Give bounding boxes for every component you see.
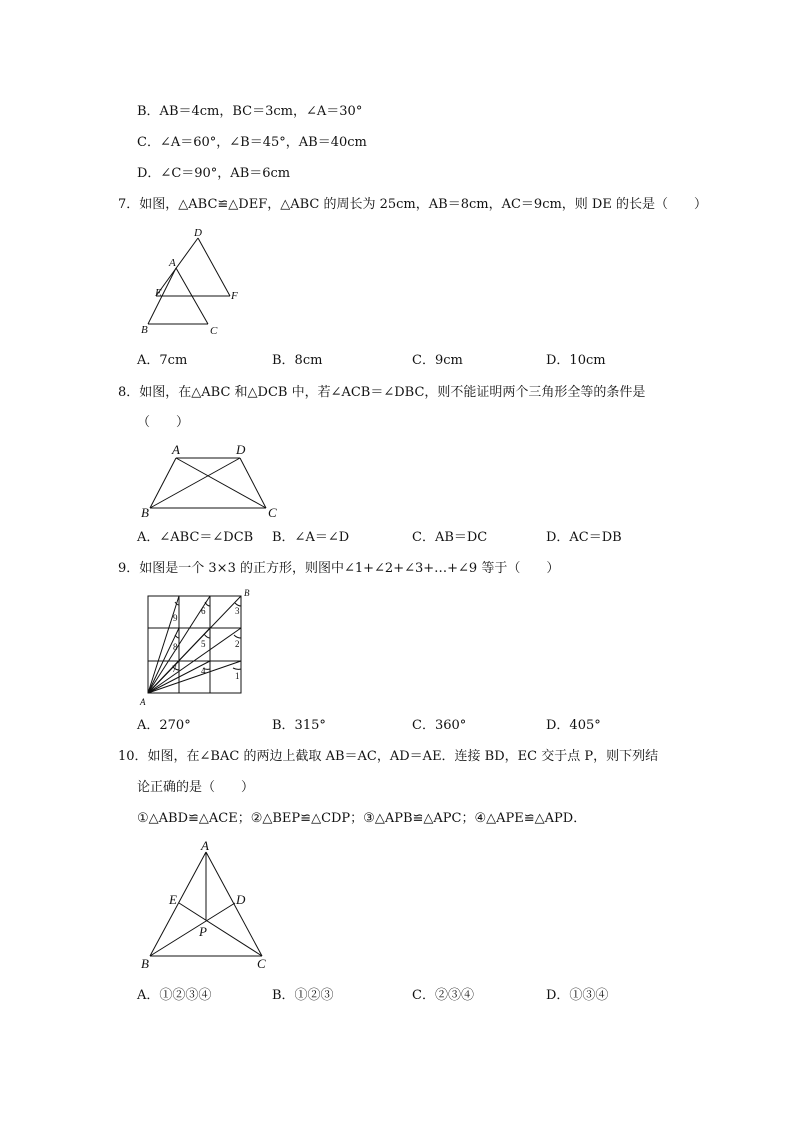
q7-label-B: B [141,324,148,336]
q8-label-B: B [141,505,149,520]
q9-angle-8: 8 [173,642,178,652]
q9-figure [138,588,263,707]
q6-option-d: D．∠C＝90°，AB＝6cm [137,166,291,181]
q9-angle-6: 6 [201,606,206,616]
q8-option-b: B．∠A＝∠D [272,530,350,545]
q8-option-c: C．AB＝DC [412,530,488,545]
q9-arc-5 [204,634,210,638]
q7-label-A: A [169,257,176,269]
q10-label-B: B [141,956,149,971]
q9-angle-1: 1 [235,671,240,681]
q7-figure [138,228,258,343]
q7-option-b: B．8cm [272,353,323,368]
q10-seg-CE [179,903,262,956]
q9-angle-9: 9 [173,613,178,623]
q9-label-A: A [140,697,146,707]
q10-option-c: C．②③④ [412,988,474,1003]
q9-arc-2 [234,635,241,638]
q10-seg-AB [150,852,206,956]
q9-stem: 9．如图是一个 3×3 的正方形，则图中∠1+∠2+∠3+…+∠9 等于（ ） [118,561,560,576]
q10-label-E: E [169,892,177,907]
q9-angle-4: 4 [201,666,206,676]
q9-option-d: D．405° [546,718,601,733]
q7-option-a: A．7cm [137,353,188,368]
q9-angle-2: 2 [235,639,240,649]
q6-option-c: C．∠A＝60°，∠B＝45°，AB＝40cm [137,135,367,150]
q9-angle-3: 3 [235,606,240,616]
q7-label-E: E [155,287,162,299]
q9-angle-7: 7 [172,664,177,674]
q8-label-C: C [268,505,277,520]
q8-label-D: D [236,442,246,457]
q7-option-d: D．10cm [546,353,606,368]
q10-label-P: P [199,924,207,939]
q8-option-d: D．AC＝DB [546,530,622,545]
q10-option-a: A．①②③④ [137,988,212,1003]
q10-seg-BD [150,903,235,956]
q9-arc-6 [205,602,210,606]
q9-option-a: A．270° [137,718,191,733]
q9-arc-1 [233,668,241,669]
q9-angle-5: 5 [201,639,206,649]
q6-option-b: B．AB＝4cm，BC＝3cm，∠A＝30° [137,104,363,119]
q8-label-A: A [172,442,180,457]
q8-stem-paren: （ ） [137,415,190,430]
q8-option-a: A．∠ABC＝∠DCB [137,530,254,545]
q10-stem: 10．如图，在∠BAC 的两边上截取 AB＝AC，AD＝AE．连接 BD，EC 交于点 P，则下列结 [118,749,659,764]
q8-figure [138,440,283,520]
q9-option-b: B．315° [272,718,326,733]
q10-label-D: D [236,892,246,907]
q10-statements: ①△ABD≌△ACE；②△BEP≌△CDP；③△APB≌△APC；④△APE≌△APD． [137,811,587,826]
q9-arc-8 [175,635,179,638]
q7-label-F: F [231,290,238,302]
q10-option-d: D．①③④ [546,988,609,1003]
q10-option-b: B．①②③ [272,988,334,1003]
q7-label-D: D [194,227,202,239]
q8-stem: 8．如图，在△ABC 和△DCB 中，若∠ACB＝∠DBC，则不能证明两个三角形全等的条件是 [118,385,646,400]
q9-option-c: C．360° [412,718,467,733]
q7-option-c: C．9cm [412,353,463,368]
q7-label-C: C [210,325,218,337]
q7-seg-DF [198,238,230,296]
q10-stem-cont: 论正确的是（ ） [137,780,255,795]
q10-figure [138,840,278,975]
q7-stem: 7．如图，△ABC≌△DEF，△ABC 的周长为 25cm，AB＝8cm，AC＝9cm，则 DE 的长是（ ） [118,197,707,212]
q10-label-A: A [201,838,209,853]
q10-label-C: C [257,956,266,971]
q9-label-B: B [244,588,250,598]
q9-ray-1 [148,661,241,693]
q7-seg-DE [156,238,198,296]
